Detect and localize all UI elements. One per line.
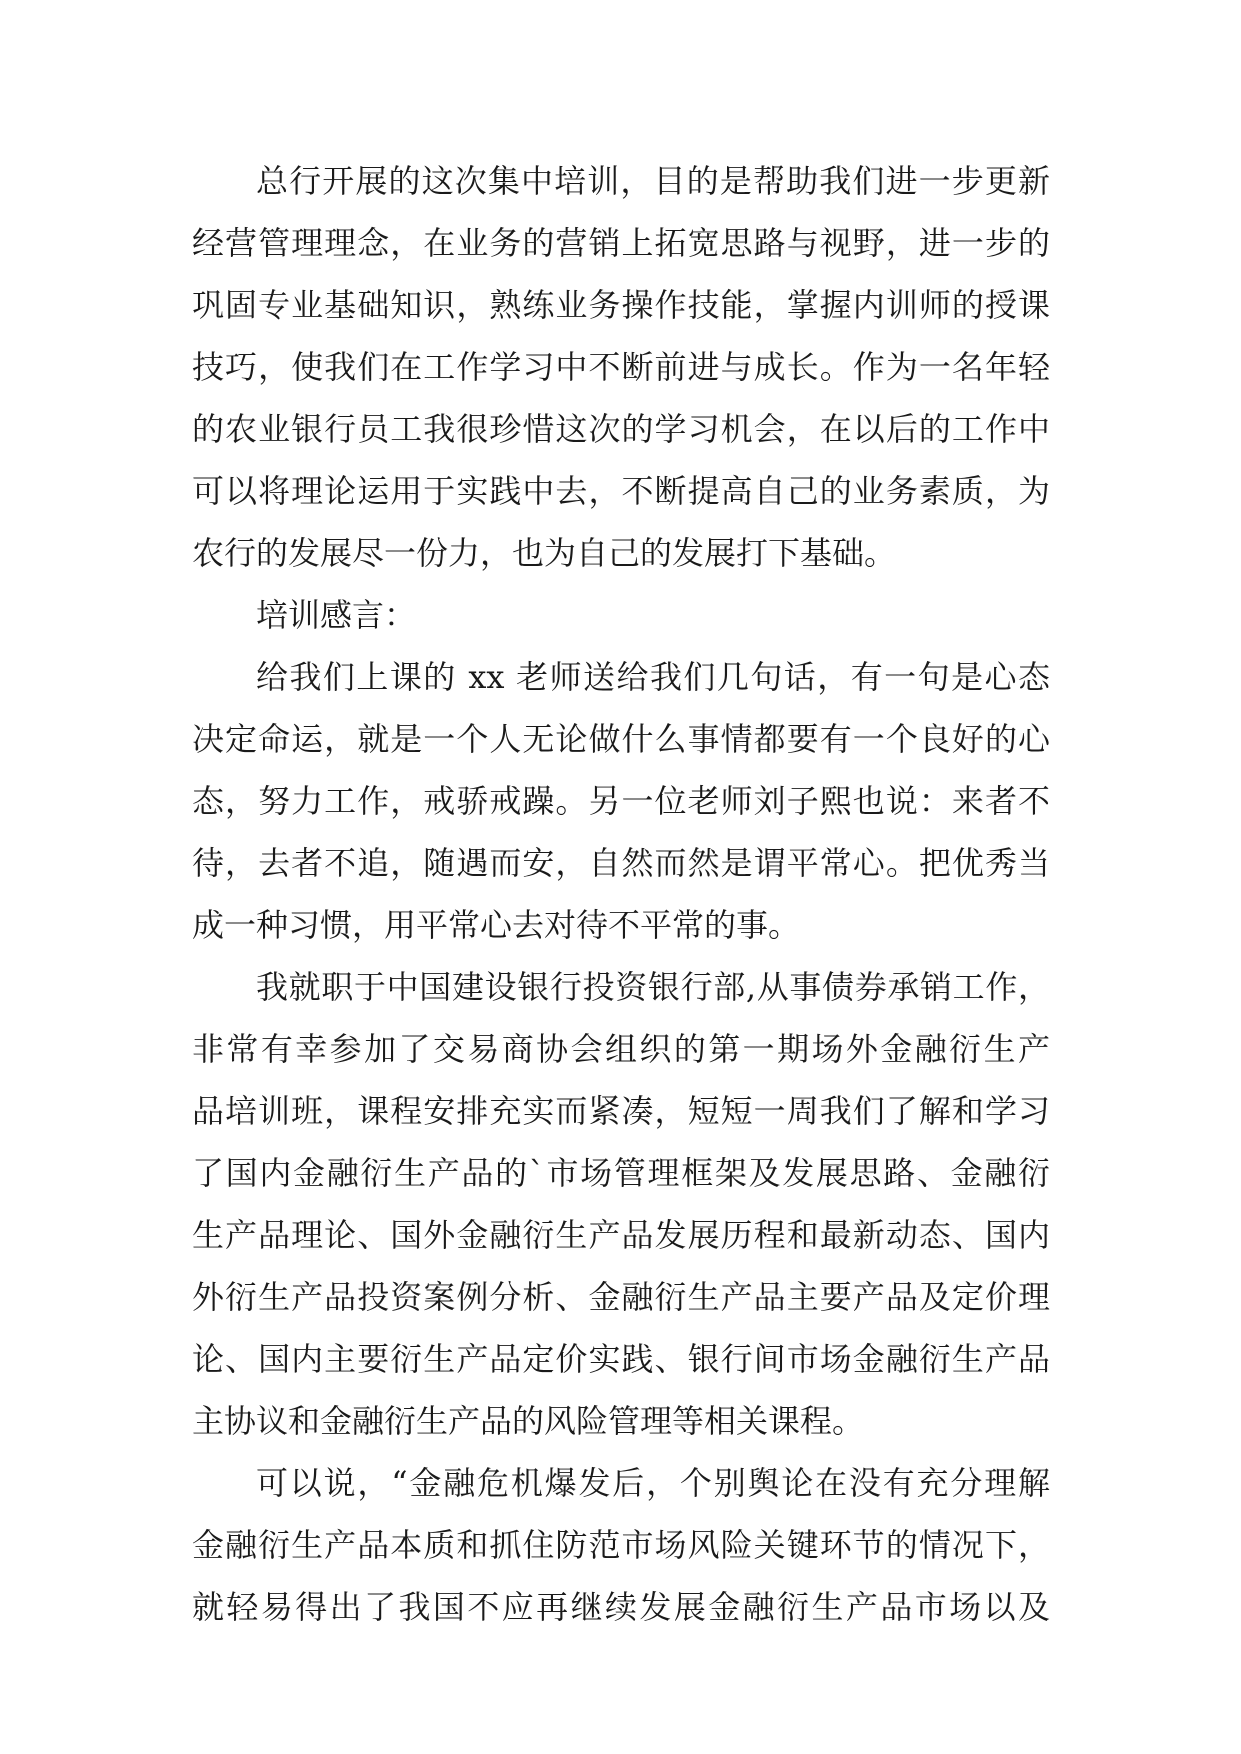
text-line: 就轻易得出了我国不应再继续发展金融衍生产品市场以及: [192, 1588, 1050, 1626]
text-line: 了国内金融衍生产品的`市场管理框架及发展思路、金融衍: [192, 1154, 1050, 1192]
text-line: 给我们上课的 xx 老师送给我们几句话，有一句是心态: [256, 658, 1050, 696]
heading-line: 培训感言：: [256, 596, 417, 634]
document-body: [192, 150, 1050, 1638]
text-line: 金融衍生产品本质和抓住防范市场风险关键环节的情况下，: [192, 1526, 1050, 1564]
text-line: 总行开展的这次集中培训，目的是帮助我们进一步更新: [256, 162, 1050, 200]
text-line: 成一种习惯，用平常心去对待不平常的事。: [192, 906, 801, 944]
paragraph-teacher-quotes: [192, 646, 1050, 956]
paragraph-derivatives-training: [192, 956, 1050, 1452]
paragraph-training-purpose: [192, 150, 1050, 584]
text-line: 可以将理论运用于实践中去，不断提高自己的业务素质，为: [192, 472, 1050, 510]
text-line: 经营管理理念，在业务的营销上拓宽思路与视野，进一步的: [192, 224, 1050, 262]
text-line: 待，去者不追，随遇而安，自然而然是谓平常心。把优秀当: [192, 844, 1050, 882]
text-line: 品培训班，课程安排充实而紧凑，短短一周我们了解和学习: [192, 1092, 1050, 1130]
text-line: 态，努力工作，戒骄戒躁。另一位老师刘子熙也说：来者不: [192, 782, 1050, 820]
text-line: 非常有幸参加了交易商协会组织的第一期场外金融衍生产: [192, 1030, 1050, 1068]
text-line: 的农业银行员工我很珍惜这次的学习机会，在以后的工作中: [192, 410, 1050, 448]
text-line: 技巧，使我们在工作学习中不断前进与成长。作为一名年轻: [192, 348, 1050, 386]
text-line: 巩固专业基础知识，熟练业务操作技能，掌握内训师的授课: [192, 286, 1050, 324]
text-line: 可以说，“金融危机爆发后，个别舆论在没有充分理解: [256, 1464, 1050, 1502]
text-line: 农行的发展尽一份力，也为自己的发展打下基础。: [192, 534, 897, 572]
text-line: 主协议和金融衍生产品的风险管理等相关课程。: [192, 1402, 865, 1440]
section-heading-training-remarks: [192, 584, 1050, 646]
text-line: 决定命运，就是一个人无论做什么事情都要有一个良好的心: [192, 720, 1050, 758]
text-line: 生产品理论、国外金融衍生产品发展历程和最新动态、国内: [192, 1216, 1050, 1254]
text-line: 外衍生产品投资案例分析、金融衍生产品主要产品及定价理: [192, 1278, 1050, 1316]
paragraph-financial-crisis: [192, 1452, 1050, 1638]
text-line: 论、国内主要衍生产品定价实践、银行间市场金融衍生产品: [192, 1340, 1050, 1378]
text-line: 我就职于中国建设银行投资银行部,从事债券承销工作，: [256, 968, 1050, 1006]
